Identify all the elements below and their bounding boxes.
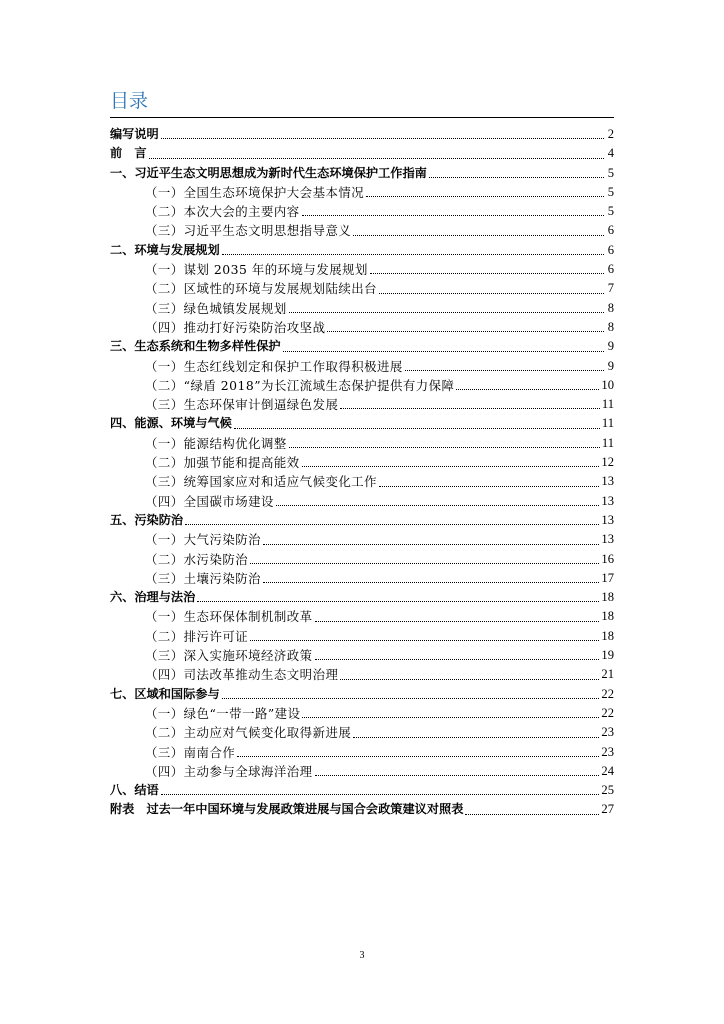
- toc-entry-page: 17: [601, 570, 614, 585]
- toc-entry-label: 四、能源、环境与气候: [110, 416, 232, 431]
- dot-leader: [234, 428, 600, 429]
- toc-entry-label: 附表 过去一年中国环境与发展政策进展与国合会政策建议对照表: [110, 802, 464, 817]
- toc-entry-label: （二）水污染防治: [145, 551, 249, 567]
- toc-entry-label: 二、环境与发展规划: [110, 242, 220, 257]
- toc-subsection-entry[interactable]: [110, 492, 614, 511]
- toc-entry-label: 一、习近平生态文明思想成为新时代生态环境保护工作指南: [110, 165, 427, 180]
- toc-entry-label: （二）主动应对气候变化取得新进展: [145, 725, 352, 741]
- toc-section-entry[interactable]: [110, 685, 614, 704]
- toc-entry-label: （四）司法改革推动生态文明治理: [145, 667, 339, 683]
- toc-subsection-entry[interactable]: [110, 665, 614, 684]
- dot-leader: [289, 312, 604, 313]
- toc-entry-label: （一）谋划 2035 年的环境与发展规划: [145, 262, 368, 278]
- toc-entry-page: 6: [607, 262, 614, 277]
- dot-leader: [161, 794, 600, 795]
- dot-leader: [276, 505, 600, 506]
- toc-entry-page: 10: [601, 377, 614, 392]
- dot-leader: [222, 254, 604, 255]
- toc-entry-page: 6: [607, 223, 614, 238]
- toc-subsection-entry[interactable]: [110, 299, 614, 318]
- toc-subsection-entry[interactable]: [110, 318, 614, 337]
- toc-section-entry[interactable]: [110, 241, 614, 260]
- toc-subsection-entry[interactable]: [110, 221, 614, 240]
- toc-subsection-entry[interactable]: [110, 627, 614, 646]
- toc-subsection-entry[interactable]: [110, 453, 614, 472]
- toc-subsection-entry[interactable]: [110, 260, 614, 279]
- toc-subsection-entry[interactable]: [110, 569, 614, 588]
- toc-entry-page: 7: [607, 281, 614, 296]
- toc-subsection-entry[interactable]: [110, 607, 614, 626]
- dot-leader: [370, 273, 604, 274]
- toc-subsection-entry[interactable]: [110, 279, 614, 298]
- toc-entry-page: 2: [607, 127, 614, 141]
- toc-entry-label: （一）绿色“一带一路”建设: [145, 705, 301, 721]
- dot-leader: [340, 679, 599, 680]
- toc-section-entry[interactable]: [110, 781, 614, 800]
- toc-section-entry[interactable]: [110, 164, 614, 183]
- dot-leader: [456, 389, 599, 390]
- toc-entry-label: （一）大气污染防治: [145, 532, 262, 548]
- toc-subsection-entry[interactable]: [110, 376, 614, 395]
- toc-entry-label: 八、结语: [110, 783, 159, 798]
- dot-leader: [315, 775, 600, 776]
- toc-section-entry[interactable]: [110, 414, 614, 433]
- toc-subsection-entry[interactable]: [110, 202, 614, 221]
- toc-entry-page: 23: [601, 725, 614, 740]
- toc-entry-label: （三）统筹国家应对和适应气候变化工作: [145, 474, 378, 490]
- toc-section-entry[interactable]: [110, 144, 614, 163]
- toc-entry-page: 6: [607, 242, 614, 257]
- dot-leader: [302, 466, 600, 467]
- toc-entry-page: 9: [607, 358, 614, 373]
- toc-entry-label: 前 言: [110, 146, 147, 161]
- toc-entry-page: 18: [601, 628, 614, 643]
- dot-leader: [263, 544, 599, 545]
- toc-entry-label: （二）加强节能和提高能效: [145, 455, 300, 471]
- toc-entry-label: （三）深入实施环境经济政策: [145, 648, 313, 664]
- dot-leader: [429, 177, 604, 178]
- toc-entry-label: （三）土壤污染防治: [145, 570, 262, 586]
- dot-leader: [353, 737, 599, 738]
- toc-section-entry[interactable]: [110, 511, 614, 530]
- toc-entry-label: （三）绿色城镇发展规划: [145, 300, 287, 316]
- dot-leader: [327, 331, 604, 332]
- toc-subsection-entry[interactable]: [110, 743, 614, 762]
- toc-entry-page: 11: [601, 397, 614, 412]
- dot-leader: [289, 447, 600, 448]
- dot-leader: [197, 601, 599, 602]
- toc-entry-page: 22: [601, 686, 614, 701]
- toc-entry-label: （二）区域性的环境与发展规划陆续出台: [145, 281, 378, 297]
- toc-title: 目录: [110, 90, 149, 112]
- toc-entry-label: （四）主动参与全球海洋治理: [145, 763, 313, 779]
- dot-leader: [405, 370, 604, 371]
- toc-entry-page: 8: [607, 300, 614, 315]
- toc-entry-label: 七、区域和国际参与: [110, 686, 220, 701]
- dot-leader: [237, 756, 599, 757]
- dot-leader: [250, 640, 599, 641]
- toc-entry-page: 12: [601, 455, 614, 470]
- toc-entry-page: 18: [601, 609, 614, 624]
- dot-leader: [302, 717, 599, 718]
- toc-entry-page: 27: [601, 802, 614, 817]
- toc-entry-page: 11: [601, 435, 614, 450]
- toc-entry-page: 23: [601, 744, 614, 759]
- title-rule: [110, 117, 614, 118]
- dot-leader: [465, 814, 599, 815]
- dot-leader: [340, 408, 600, 409]
- toc-entry-label: （二）“绿盾 2018”为长江流域生态保护提供有力保障: [145, 377, 455, 393]
- toc-subsection-entry[interactable]: [110, 472, 614, 491]
- toc-entry-label: （三）生态环保审计倒逼绿色发展: [145, 397, 339, 413]
- toc-section-entry[interactable]: [110, 800, 614, 819]
- toc-entry-page: 16: [601, 551, 614, 566]
- page-number: 3: [359, 950, 365, 961]
- toc-entry-page: 5: [607, 204, 614, 219]
- toc-subsection-entry[interactable]: [110, 550, 614, 569]
- dot-leader: [283, 351, 604, 352]
- toc-entry-page: 5: [607, 184, 614, 199]
- toc-entry-label: 六、治理与法治: [110, 590, 196, 605]
- dot-leader: [302, 215, 604, 216]
- toc-entry-page: 9: [607, 339, 614, 354]
- toc-entry-page: 4: [607, 146, 614, 161]
- dot-leader: [185, 524, 599, 525]
- dot-leader: [353, 235, 604, 236]
- toc-subsection-entry[interactable]: [110, 723, 614, 742]
- toc-entry-label: （三）习近平生态文明思想指导意义: [145, 223, 352, 239]
- toc-entry-label: 五、污染防治: [110, 512, 184, 527]
- toc-entry-page: 5: [607, 165, 614, 180]
- dot-leader: [161, 138, 604, 139]
- toc-entry-page: 19: [601, 648, 614, 663]
- toc-entry-label: （一）能源结构优化调整: [145, 435, 287, 451]
- toc-entry-label: （四）全国碳市场建设: [145, 493, 274, 509]
- toc-entry-label: （一）生态环保体制机制改革: [145, 609, 313, 625]
- toc-entry-page: 11: [601, 416, 614, 431]
- toc-section-entry[interactable]: [110, 125, 614, 144]
- toc-entry-label: （一）生态红线划定和保护工作取得积极进展: [145, 358, 403, 374]
- toc-subsection-entry[interactable]: [110, 530, 614, 549]
- toc-subsection-entry[interactable]: [110, 704, 614, 723]
- toc-entry-page: 13: [601, 474, 614, 489]
- toc-entry-page: 13: [601, 532, 614, 547]
- table-of-contents: [110, 125, 614, 820]
- dot-leader: [222, 698, 600, 699]
- toc-entry-page: 8: [607, 319, 614, 334]
- toc-subsection-entry[interactable]: [110, 183, 614, 202]
- toc-entry-label: （四）推动打好污染防治攻坚战: [145, 319, 326, 335]
- toc-entry-page: 18: [601, 590, 614, 605]
- toc-entry-page: 25: [601, 783, 614, 798]
- toc-entry-page: 13: [601, 512, 614, 527]
- toc-entry-label: （二）本次大会的主要内容: [145, 204, 300, 220]
- toc-entry-label: （三）南南合作: [145, 744, 236, 760]
- toc-section-entry[interactable]: [110, 588, 614, 607]
- toc-entry-label: 编写说明: [110, 127, 159, 141]
- toc-entry-page: 24: [601, 763, 614, 778]
- dot-leader: [379, 293, 604, 294]
- toc-subsection-entry[interactable]: [110, 646, 614, 665]
- dot-leader: [315, 659, 600, 660]
- toc-entry-label: 三、生态系统和生物多样性保护: [110, 339, 281, 354]
- dot-leader: [250, 563, 599, 564]
- dot-leader: [315, 621, 600, 622]
- dot-leader: [149, 158, 604, 159]
- toc-entry-label: （一）全国生态环境保护大会基本情况: [145, 184, 365, 200]
- toc-subsection-entry[interactable]: [110, 395, 614, 414]
- toc-entry-page: 13: [601, 493, 614, 508]
- toc-entry-page: 22: [601, 705, 614, 720]
- toc-subsection-entry[interactable]: [110, 434, 614, 453]
- dot-leader: [263, 582, 599, 583]
- toc-section-entry[interactable]: [110, 337, 614, 356]
- toc-entry-label: （二）排污许可证: [145, 628, 249, 644]
- dot-leader: [366, 196, 604, 197]
- toc-subsection-entry[interactable]: [110, 357, 614, 376]
- toc-subsection-entry[interactable]: [110, 762, 614, 781]
- dot-leader: [379, 486, 599, 487]
- toc-entry-page: 21: [601, 667, 614, 682]
